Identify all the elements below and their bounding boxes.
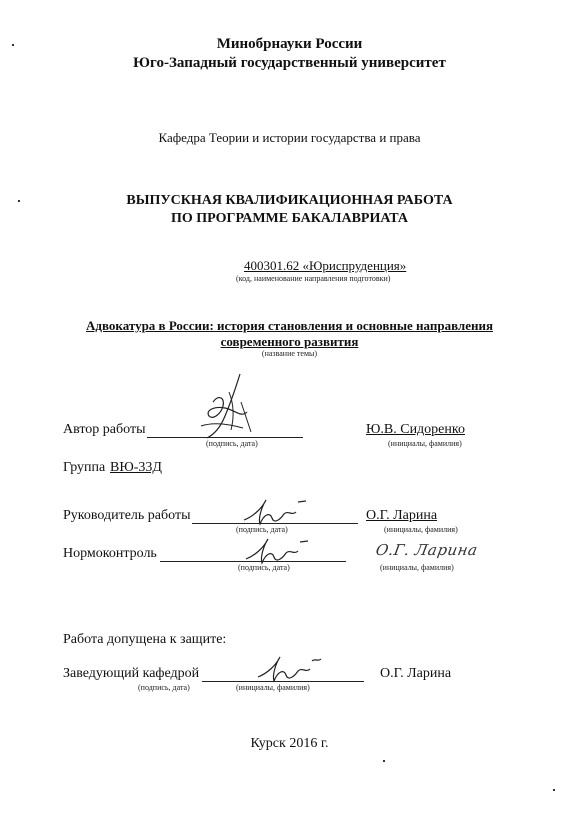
author-signature-caption: (подпись, дата) <box>206 439 258 448</box>
supervisor-signature-caption: (подпись, дата) <box>236 525 288 534</box>
work-type-line1: ВЫПУСКНАЯ КВАЛИФИКАЦИОННАЯ РАБОТА <box>126 193 453 208</box>
department-name: Кафедра Теории и истории государства и права <box>158 130 421 145</box>
thesis-title-line2: современного развития <box>220 334 359 349</box>
head-signature-caption: (подпись, дата) <box>138 683 190 692</box>
head-name-caption: (инициалы, фамилия) <box>236 683 310 692</box>
author-name: Ю.В. Сидоренко <box>366 422 465 437</box>
work-type-line2: ПО ПРОГРАММЕ БАКАЛАВРИАТА <box>171 211 408 226</box>
head-label: Заведующий кафедрой <box>63 666 200 681</box>
supervisor-label: Руководитель работы <box>63 508 191 523</box>
normcontrol-signature <box>242 533 312 569</box>
scan-speck <box>553 789 555 791</box>
scan-speck <box>383 760 385 762</box>
admission-label: Работа допущена к защите: <box>63 632 227 647</box>
author-label: Автор работы <box>63 422 146 437</box>
normcontrol-label: Нормоконтроль <box>63 546 157 561</box>
university-name: Юго-Западный государственный университет <box>133 55 446 71</box>
thesis-title-caption: (название темы) <box>261 349 318 358</box>
normcontrol-handwritten-name: О.Г. Ларина <box>374 541 480 559</box>
normcontrol-signature-caption: (подпись, дата) <box>238 563 290 572</box>
program-code: 400301.62 «Юриспруденция» <box>244 258 407 273</box>
scan-speck <box>18 200 20 202</box>
thesis-title-line1: Адвокатура в России: история становления и основные направления <box>86 318 493 333</box>
author-name-caption: (инициалы, фамилия) <box>388 439 462 448</box>
supervisor-name: О.Г. Ларина <box>366 508 438 523</box>
normcontrol-name-caption: (инициалы, фамилия) <box>380 563 454 572</box>
group-label: Группа <box>63 460 106 475</box>
supervisor-signature <box>240 494 310 530</box>
head-signature <box>254 651 324 687</box>
supervisor-name-caption: (инициалы, фамилия) <box>384 525 458 534</box>
ministry-name: Минобрнауки России <box>216 36 363 52</box>
head-name: О.Г. Ларина <box>380 666 452 681</box>
city-year: Курск 2016 г. <box>250 736 329 751</box>
author-signature <box>185 372 265 444</box>
program-code-caption: (код, наименование направления подготовки) <box>236 274 391 283</box>
scan-speck <box>12 44 14 46</box>
group-value: ВЮ-33Д <box>110 460 162 475</box>
